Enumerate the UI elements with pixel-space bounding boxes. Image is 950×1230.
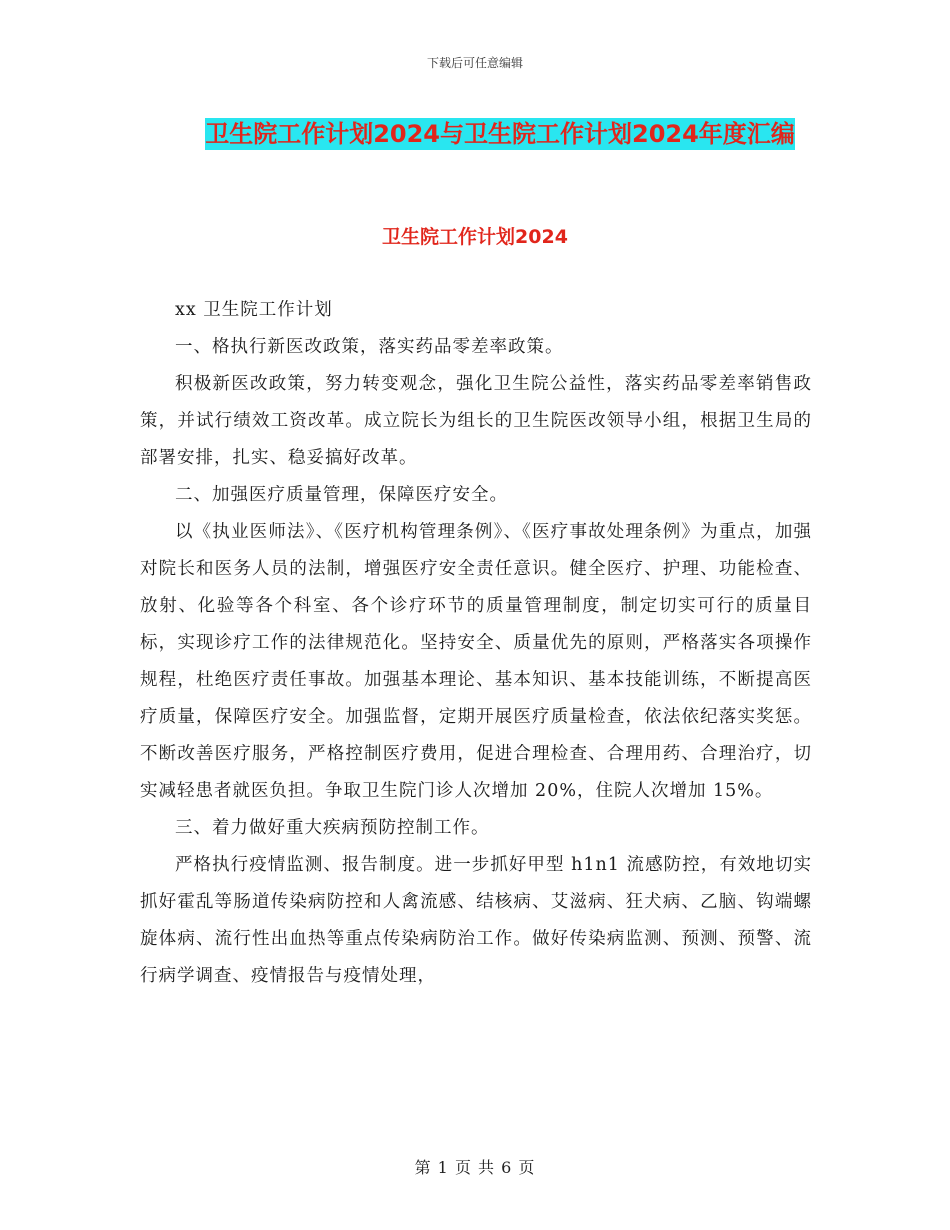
- body-paragraph: 三、着力做好重大疾病预防控制工作。: [175, 818, 490, 838]
- document-title: [190, 112, 810, 157]
- page-header: 下载后可任意编辑: [426, 56, 523, 70]
- body-paragraph: 以《执业医师法》、《医疗机构管理条例》、《医疗事故处理条例》为重点，加强对院长和医务人员的法制，增强医疗安全责任意识。健全医疗、护理、功能检查、放射、化验等各个科室、各个诊疗环节的质量管理制度，制定切实可行的质量目标，实现诊疗工作的法律规范化。坚持安全、质量优先的原则，严格落实各项操作规程，杜绝医疗责任事故。加强基本理论、基本知识、基本技能训练，不断提高医疗质量，保障医疗安全。加强监督，定期开展医疗质量检查，依法依纪落实奖惩。不断改善医疗服务，严格控制医疗费用，促进合理检查、合理用药、合理治疗，切实减轻患者就医负担。争取卫生院门诊人次增加 20%，住院人次增加 15%。: [140, 522, 812, 801]
- body-paragraph: xx 卫生院工作计划: [175, 300, 333, 320]
- body-paragraph: 二、加强医疗质量管理，保障医疗安全。: [175, 485, 508, 505]
- body-paragraph: 积极新医改政策，努力转变观念，强化卫生院公益性，落实药品零差率销售政策，并试行绩效工资改革。成立院长为组长的卫生院医改领导小组，根据卫生局的部署安排，扎实、稳妥搞好改革。: [140, 374, 812, 468]
- page-footer: 第 1 页 共 6 页: [414, 1158, 536, 1177]
- body-paragraph: 一、格执行新医改政策，落实药品零差率政策。: [175, 337, 564, 357]
- document-title-text: 卫生院工作计划2024与卫生院工作计划2024年度汇编: [205, 120, 795, 148]
- body-paragraph: 严格执行疫情监测、报告制度。进一步抓好甲型 h1n1 流感防控，有效地切实抓好霍乱等肠道传染病防控和人禽流感、结核病、艾滋病、狂犬病、乙脑、钩端螺旋体病、流行性出血热等重点传染病防治工作。做好传染病监测、预测、预警、流行病学调查、疫情报告与疫情处理，: [140, 855, 812, 986]
- document-body: [140, 292, 812, 995]
- section-title: 卫生院工作计划2024: [382, 226, 568, 248]
